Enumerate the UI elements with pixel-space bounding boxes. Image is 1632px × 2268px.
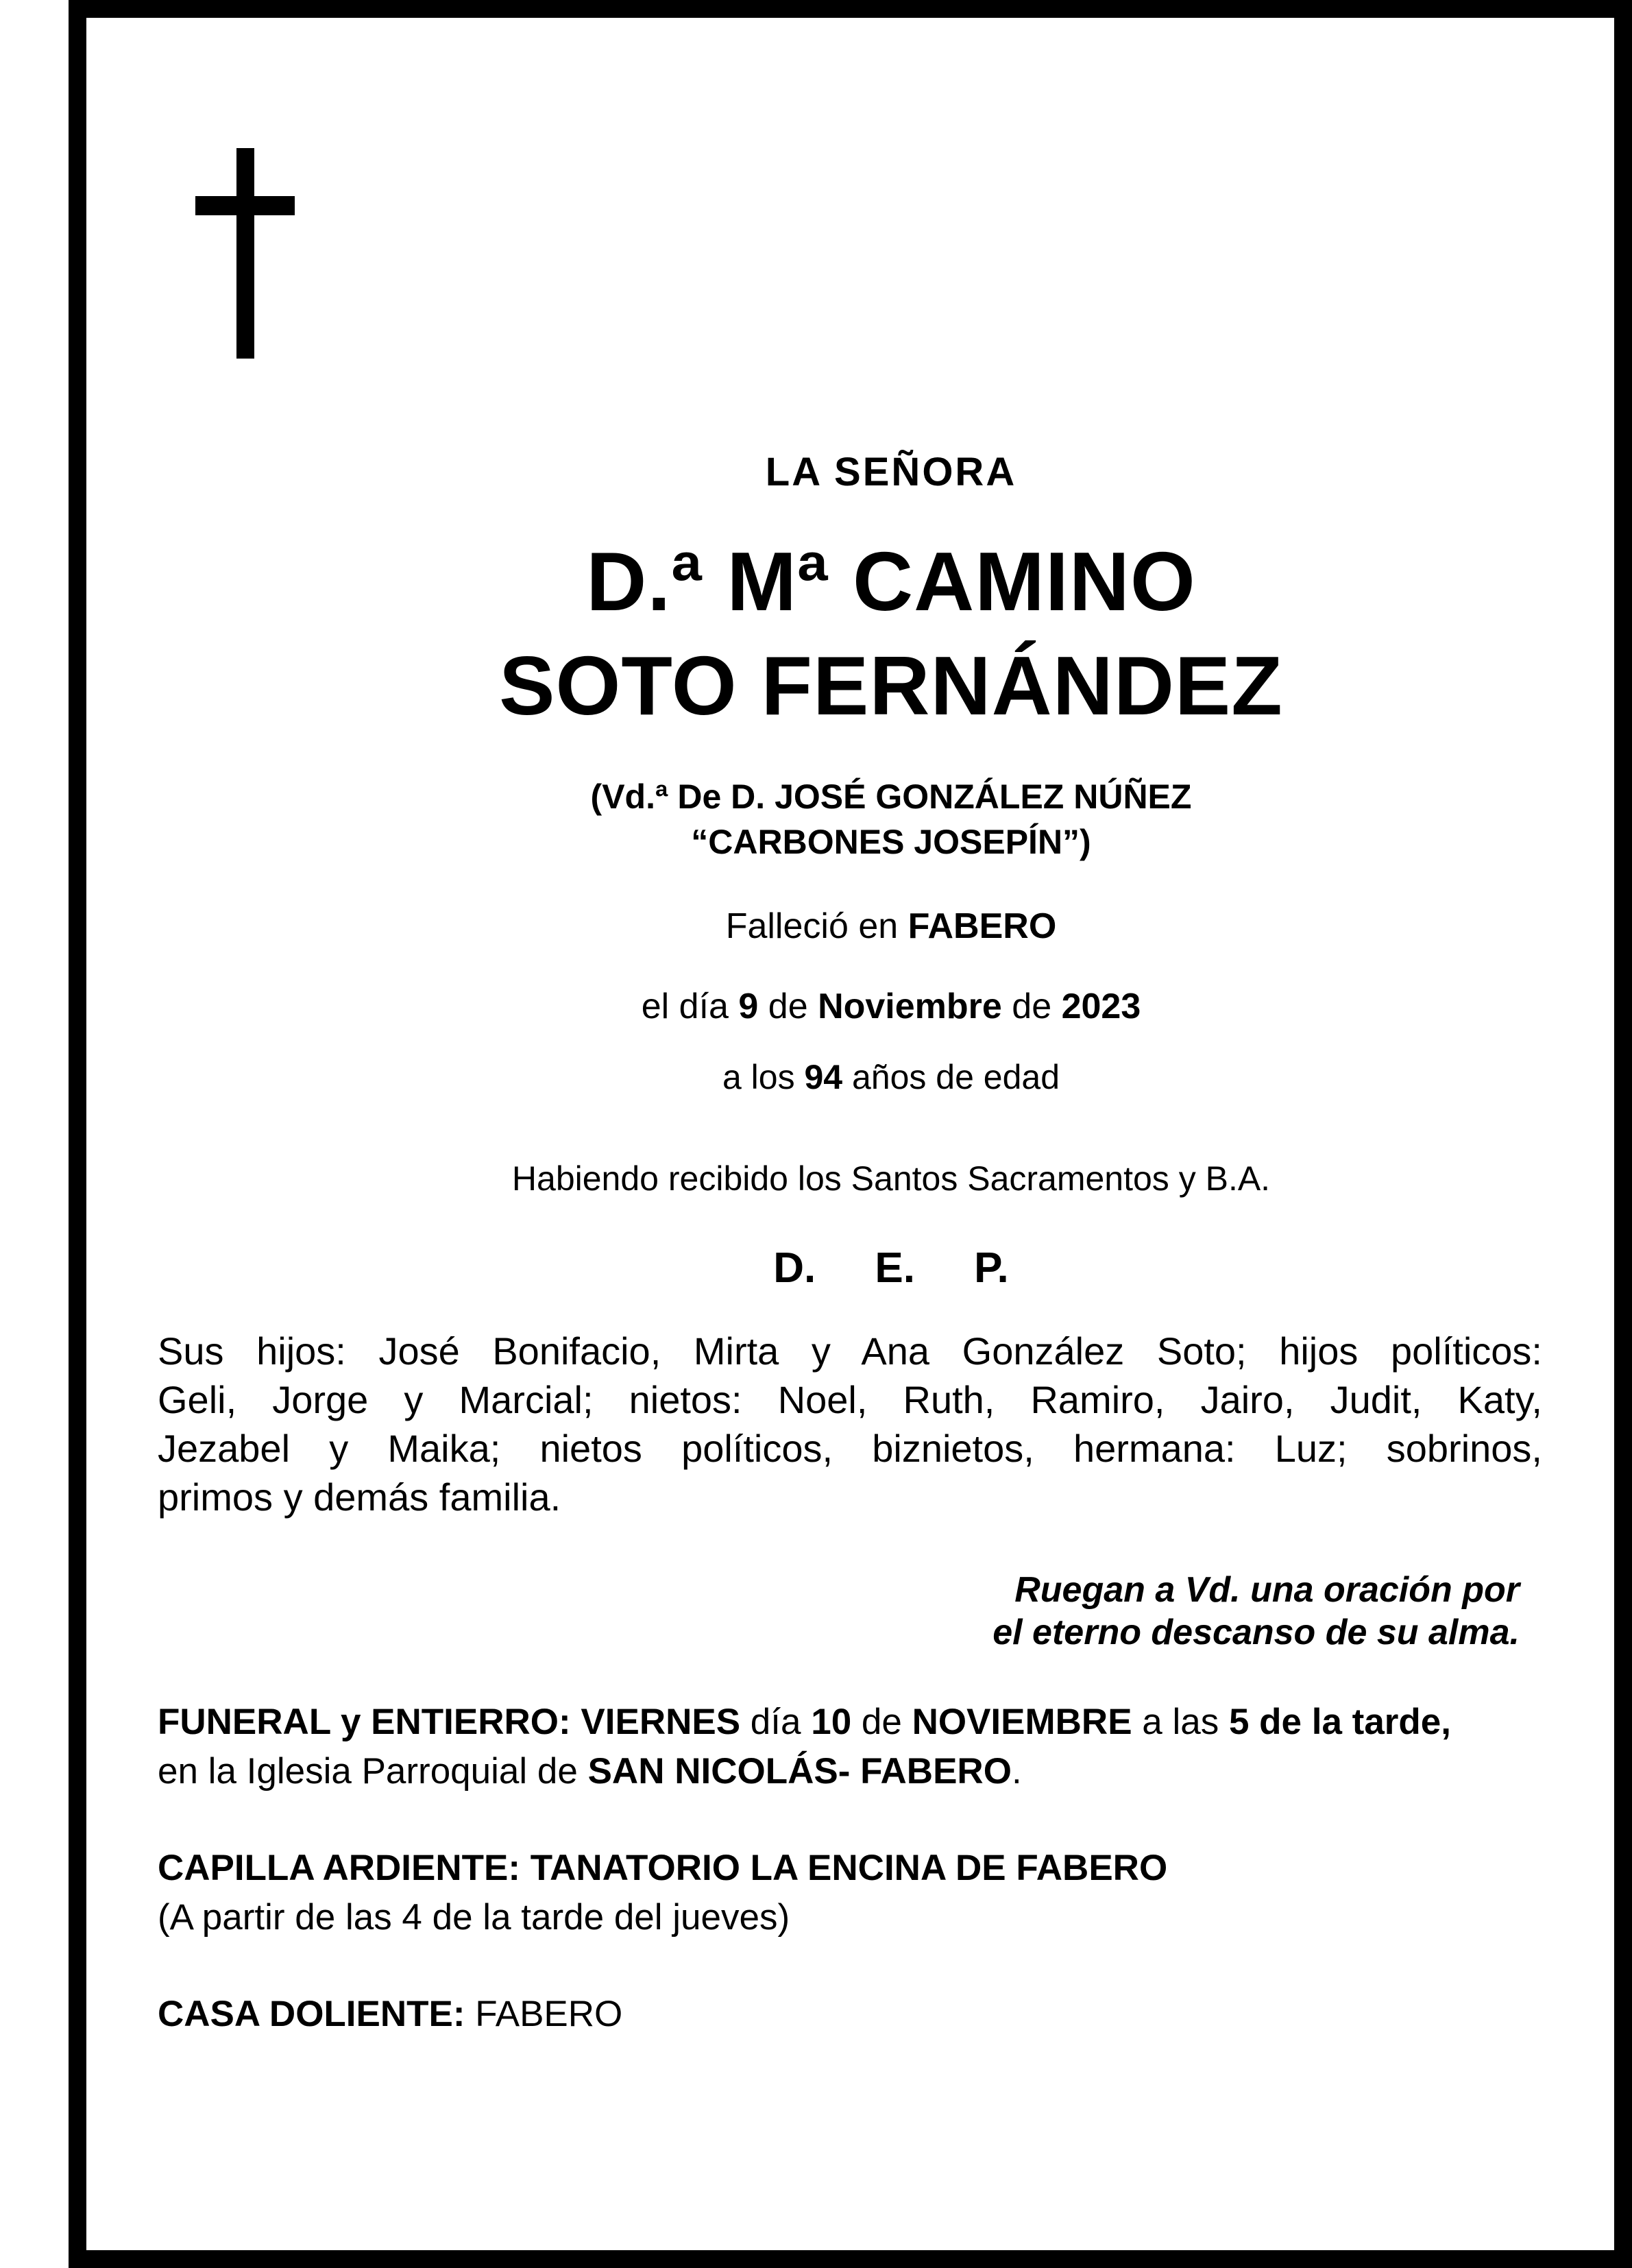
- dep-abbreviation: D. E. P.: [773, 1244, 1009, 1292]
- casa-doliente-info: CASA DOLIENTE: FABERO: [158, 1994, 623, 2034]
- death-age: a los 94 años de edad: [722, 1058, 1060, 1096]
- family-line-last: primos y demás familia.: [158, 1475, 561, 1519]
- prayer-request: [158, 1569, 1520, 1654]
- sacraments-note: Habiendo recibido los Santos Sacramentos y B.A.: [511, 1159, 1271, 1198]
- capilla-ardiente-info: CAPILLA ARDIENTE: TANATORIO LA ENCINA DE FABERO (A partir de las 4 de la tarde del jueves): [158, 1848, 1168, 1938]
- deceased-name: [130, 529, 1632, 738]
- family-line: Sus hijos: José Bonifacio, Mirta y Ana González Soto; hijos políticos:: [158, 1329, 1542, 1373]
- honorific-title: LA SEÑORA: [765, 450, 1017, 494]
- family-line: Geli, Jorge y Marcial; nietos: Noel, Ruth, Ramiro, Jairo, Judit, Katy,: [158, 1378, 1542, 1421]
- deceased-name-line1: D.ª Mª CAMINO: [586, 535, 1196, 628]
- death-date: el día 9 de Noviembre de 2023: [641, 987, 1141, 1026]
- widow-of-line1: (Vd.ª De D. JOSÉ GONZÁLEZ NÚÑEZ: [590, 777, 1192, 816]
- family-paragraph: [158, 1327, 1542, 1521]
- prayer-line1: Ruegan a Vd. una oración por: [1014, 1570, 1520, 1610]
- funeral-info: FUNERAL y ENTIERRO: VIERNES día 10 de NOVIEMBRE a las 5 de la tarde, en la Iglesia Parroquial de SAN NICOLÁS- FABERO.: [158, 1702, 1451, 1792]
- death-place: Falleció en FABERO: [725, 906, 1057, 946]
- cross-vertical-bar: [236, 148, 254, 359]
- prayer-line2: el eterno descanso de su alma.: [992, 1613, 1520, 1652]
- cross-horizontal-bar: [195, 196, 295, 215]
- deceased-name-line2: SOTO FERNÁNDEZ: [499, 639, 1283, 732]
- widow-of-line2: “CARBONES JOSEPÍN”): [691, 823, 1091, 861]
- widow-of-note: [130, 774, 1632, 865]
- latin-cross-icon: [195, 148, 295, 359]
- family-line: Jezabel y Maika; nietos políticos, biznietos, hermana: Luz; sobrinos,: [158, 1427, 1542, 1470]
